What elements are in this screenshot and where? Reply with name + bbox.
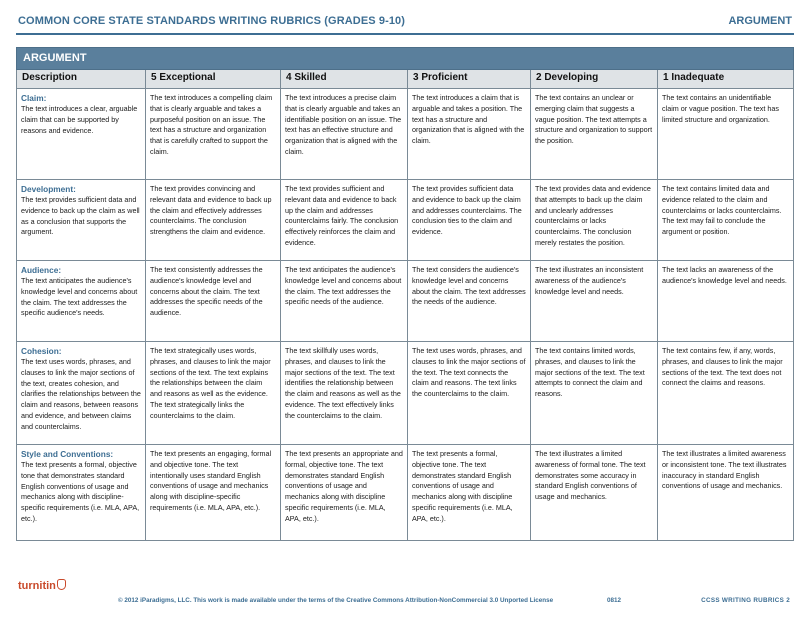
column-header-row xyxy=(17,70,794,89)
column-header: 3 Proficient xyxy=(408,70,531,89)
table-row xyxy=(17,180,794,261)
description-cell xyxy=(17,89,146,180)
page-label: CCSS WRITING RUBRICS xyxy=(701,597,785,604)
criterion-description: The text provides sufficient data and evidence to back up the claim as well as a conclusion that supports the argument. xyxy=(21,195,140,237)
header-divider xyxy=(16,33,794,35)
column-header: 4 Skilled xyxy=(281,70,408,89)
level-cell: The text contains an unidentifiable claim or vague position. The text has limited structure and organization. xyxy=(658,89,794,180)
criterion-description: The text anticipates the audience's knowledge level and concerns about the claim. The text addresses the specific audience's needs. xyxy=(21,276,138,318)
table-banner: ARGUMENT xyxy=(17,48,794,70)
level-cell: The text introduces a precise claim that is clearly arguable and takes an identifiable position on an issue. The text has an effective structure and organization that is aligned with the claim. xyxy=(281,89,408,180)
table-row xyxy=(17,342,794,445)
level-cell: The text strategically uses words, phrases, and clauses to link the major sections of the text. The text explains the relationships between the claim and reasons as well as the evidence. The text strategically links the counterclaims to the claim. xyxy=(146,342,281,445)
logo-mark-icon xyxy=(57,579,66,590)
description-cell xyxy=(17,342,146,445)
level-cell: The text lacks an awareness of the audience's knowledge level and needs. xyxy=(658,261,794,342)
section-label: ARGUMENT xyxy=(728,15,792,27)
criterion-label: Cohesion: xyxy=(21,346,62,356)
level-cell: The text consistently addresses the audience's knowledge level and concerns about the claim. The text addresses the specific needs of the audience. xyxy=(146,261,281,342)
criterion-description: The text presents a formal, objective tone that demonstrates standard English conventions of usage and mechanics along with discipline-specific requirements (i.e. MLA, APA, etc.). xyxy=(21,460,140,523)
level-cell: The text considers the audience's knowledge level and concerns about the claim. The text addresses the needs of the audience. xyxy=(408,261,531,342)
level-cell: The text provides sufficient data and evidence to back up the claim and addresses counterclaims. The conclusion ties to the claim and evidence. xyxy=(408,180,531,261)
level-cell: The text contains an unclear or emerging claim that suggests a vague position. The text attempts a structure and organization to support the position. xyxy=(531,89,658,180)
turnitin-logo xyxy=(18,579,66,592)
criterion-description: The text uses words, phrases, and clauses to link the major sections of the text, creates cohesion, and clarifies the relationships between the claim and reasons, between reasons and evidence, and between claims and counterclaims. xyxy=(21,357,141,431)
level-cell: The text introduces a compelling claim that is clearly arguable and takes a purposeful position on an issue. The text has a structure and organization that is carefully crafted to support the claim. xyxy=(146,89,281,180)
level-cell: The text anticipates the audience's knowledge level and concerns about the claim. The text addresses the specific needs of the audience. xyxy=(281,261,408,342)
license-text: © 2012 iParadigms, LLC. This work is made available under the terms of the Creative Commons Attribution-NonCommercial 3.0 Unported License xyxy=(118,597,554,604)
column-header: Description xyxy=(17,70,146,89)
logo-text: turnitin xyxy=(18,580,56,592)
page-number: 2 xyxy=(786,597,790,604)
level-cell: The text presents an engaging, formal and objective tone. The text intentionally uses standard English conventions of usage and mechanics along with discipline-specific requirements (i.e. MLA, APA, etc.). xyxy=(146,445,281,541)
table-row xyxy=(17,89,794,180)
level-cell: The text illustrates a limited awareness or inconsistent tone. The text illustrates inaccuracy in standard English conventions of usage and mechanics. xyxy=(658,445,794,541)
criterion-label: Style and Conventions: xyxy=(21,449,114,459)
level-cell: The text provides sufficient and relevant data and evidence to back up the claim and addresses counterclaims fairly. The conclusion effectively reinforces the claim and evidence. xyxy=(281,180,408,261)
level-cell: The text uses words, phrases, and clauses to link the major sections of the text. The text connects the claim and reasons. The text links the counterclaims to the claim. xyxy=(408,342,531,445)
level-cell: The text contains limited words, phrases, and clauses to link the major sections of the text. The text attempts to connect the claim and reasons. xyxy=(531,342,658,445)
description-cell xyxy=(17,445,146,541)
document-code: 0812 xyxy=(607,597,622,604)
level-cell: The text contains few, if any, words, phrases, and clauses to link the major sections of the text. The text does not connect the claims and reasons. xyxy=(658,342,794,445)
criterion-label: Claim: xyxy=(21,93,47,103)
level-cell: The text contains limited data and evidence related to the claim and counterclaims or lacks counterclaims. The text may fail to conclude the argument or position. xyxy=(658,180,794,261)
page-title: COMMON CORE STATE STANDARDS WRITING RUBRICS (GRADES 9-10) xyxy=(18,15,406,27)
level-cell: The text presents an appropriate and formal, objective tone. The text demonstrates standard English conventions of usage and mechanics along with discipline specific requirements (i.e. MLA, APA, etc.). xyxy=(281,445,408,541)
level-cell: The text provides data and evidence that attempts to back up the claim and unclearly addresses counterclaims or lacks counterclaims. The conclusion merely restates the position. xyxy=(531,180,658,261)
column-header: 5 Exceptional xyxy=(146,70,281,89)
level-cell: The text skillfully uses words, phrases, and clauses to link the major sections of the text. The text identifies the relationship between the claim and reasons as well as the evidence. The text effectively links the counterclaims to the claim. xyxy=(281,342,408,445)
description-cell xyxy=(17,180,146,261)
table-row xyxy=(17,445,794,541)
level-cell: The text illustrates an inconsistent awareness of the audience's knowledge level and needs. xyxy=(531,261,658,342)
level-cell: The text introduces a claim that is arguable and takes a position. The text has a structure and organization that is aligned with the claim. xyxy=(408,89,531,180)
column-header: 2 Developing xyxy=(531,70,658,89)
criterion-label: Development: xyxy=(21,184,76,194)
column-header: 1 Inadequate xyxy=(658,70,794,89)
level-cell: The text illustrates a limited awareness of formal tone. The text demonstrates some accuracy in standard English conventions of usage and mechanics. xyxy=(531,445,658,541)
criterion-label: Audience: xyxy=(21,265,62,275)
criterion-description: The text introduces a clear, arguable claim that can be supported by reasons and evidence. xyxy=(21,104,138,135)
description-cell xyxy=(17,261,146,342)
rubric-table xyxy=(16,47,794,541)
level-cell: The text presents a formal, objective tone. The text demonstrates standard English conventions of usage and mechanics along with discipline specific requirements (i.e. MLA, APA, etc.). xyxy=(408,445,531,541)
table-row xyxy=(17,261,794,342)
level-cell: The text provides convincing and relevant data and evidence to back up the claim and effectively addresses counterclaims. The conclusion strengthens the claim and evidence. xyxy=(146,180,281,261)
page-footer xyxy=(701,597,790,604)
